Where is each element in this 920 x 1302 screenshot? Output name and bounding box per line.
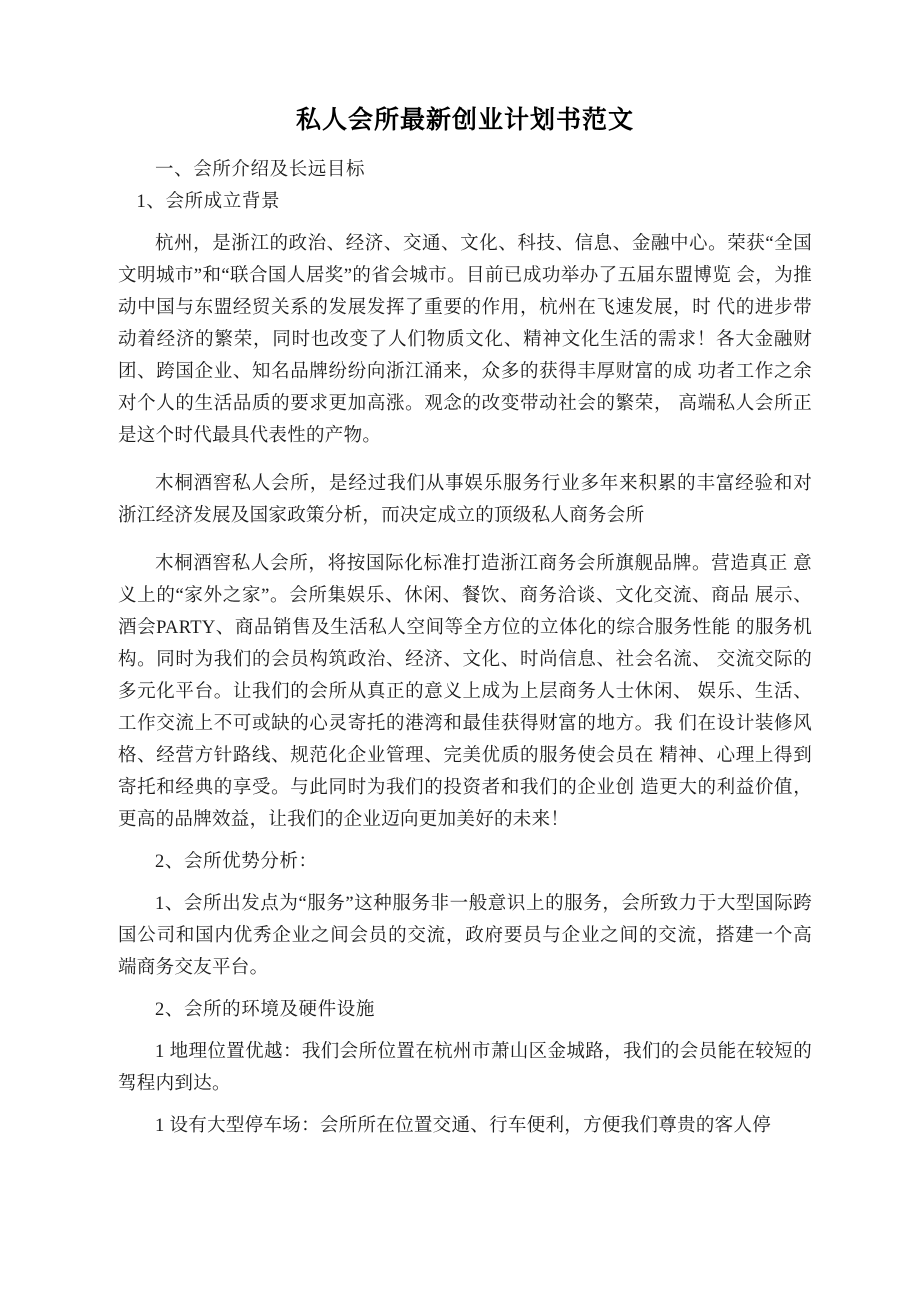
spacer bbox=[118, 532, 812, 548]
subsection-heading-environment-and-facilities: 2、会所的环境及硬件设施 bbox=[155, 1000, 375, 1020]
spacer bbox=[118, 452, 812, 468]
page-title: 私人会所最新创业计划书范文 bbox=[295, 107, 634, 134]
spacer bbox=[118, 836, 812, 846]
paragraph-club-introduction: 木桐酒窖私人会所，是经过我们从事娱乐服务行业多年来积累的丰富经验和对浙江经济发展及国家政策分析，而决定成立的顶级私人商务会所 bbox=[118, 474, 812, 526]
spacer bbox=[118, 138, 812, 154]
paragraph-facility-parking: 1 设有大型停车场：会所所在位置交通、行车便利，方便我们尊贵的客人停 bbox=[155, 1116, 772, 1136]
paragraph-advantage-service: 1、会所出发点为“服务”这种服务非一般意识上的服务，会所致力于大型国际跨国公司和国内优秀企业之间会员的交流，政府要员与企业之间的交流，搭建一个高端商务交友平台。 bbox=[118, 894, 812, 978]
paragraph-club-vision: 木桐酒窖私人会所，将按国际化标准打造浙江商务会所旗舰品牌。营造真正 意义上的“家外之家”。会所集娱乐、休闲、餐饮、商务洽谈、文化交流、商品 展示、酒会PARTY、商品销售及生活私人空间等全方位的立体化的综合服务性能 的服务机构。同时为我们的会员构筑政治、经济、文化、时尚信息、社会名流、 交流交际的多元化平台。让我们的会所从真正的意义上成为上层商务人士休闲、 娱乐、生活、工作交流上不可或缺的心灵寄托的港湾和最佳获得财富的地方。我 们在设计装修风格、经营方针路线、规范化企业管理、完美优质的服务使会员在 精神、心理上得到寄托和经典的享受。与此同时为我们的投资者和我们的企业创 造更大的利益价值，更高的品牌效益，让我们的企业迈向更加美好的未来！ bbox=[118, 554, 812, 830]
spacer bbox=[118, 1026, 812, 1036]
spacer bbox=[118, 878, 812, 888]
spacer bbox=[118, 984, 812, 994]
paragraph-background: 杭州，是浙江的政治、经济、交通、文化、科技、信息、金融中心。荣获“全国文明城市”和“联合国人居奖”的省会城市。目前已成功举办了五届东盟博览 会，为推动中国与东盟经贸关系的发展发挥了重要的作用，杭州在飞速发展，时 代的进步带动着经济的繁荣，同时也改变了人们物质文化、精神文化生活的需求！各大金融财团、跨国企业、知名品牌纷纷向浙江涌来，众多的获得丰厚财富的成 功者工作之余对个人的生活品质的要求更加高涨。观念的改变带动社会的繁荣， 高端私人会所正是这个时代最具代表性的产物。 bbox=[118, 234, 812, 446]
section-heading-intro-and-goals: 一、会所介绍及长远目标 bbox=[155, 160, 366, 180]
spacer bbox=[118, 1100, 812, 1110]
subsection-heading-advantage-analysis: 2、会所优势分析： bbox=[155, 852, 318, 872]
spacer bbox=[118, 218, 812, 228]
document-body bbox=[118, 0, 812, 1142]
subsection-heading-background: 1、会所成立背景 bbox=[136, 192, 281, 212]
paragraph-facility-location: 1 地理位置优越：我们会所位置在杭州市萧山区金城路，我们的会员能在较短的驾程内到达。 bbox=[118, 1042, 812, 1094]
